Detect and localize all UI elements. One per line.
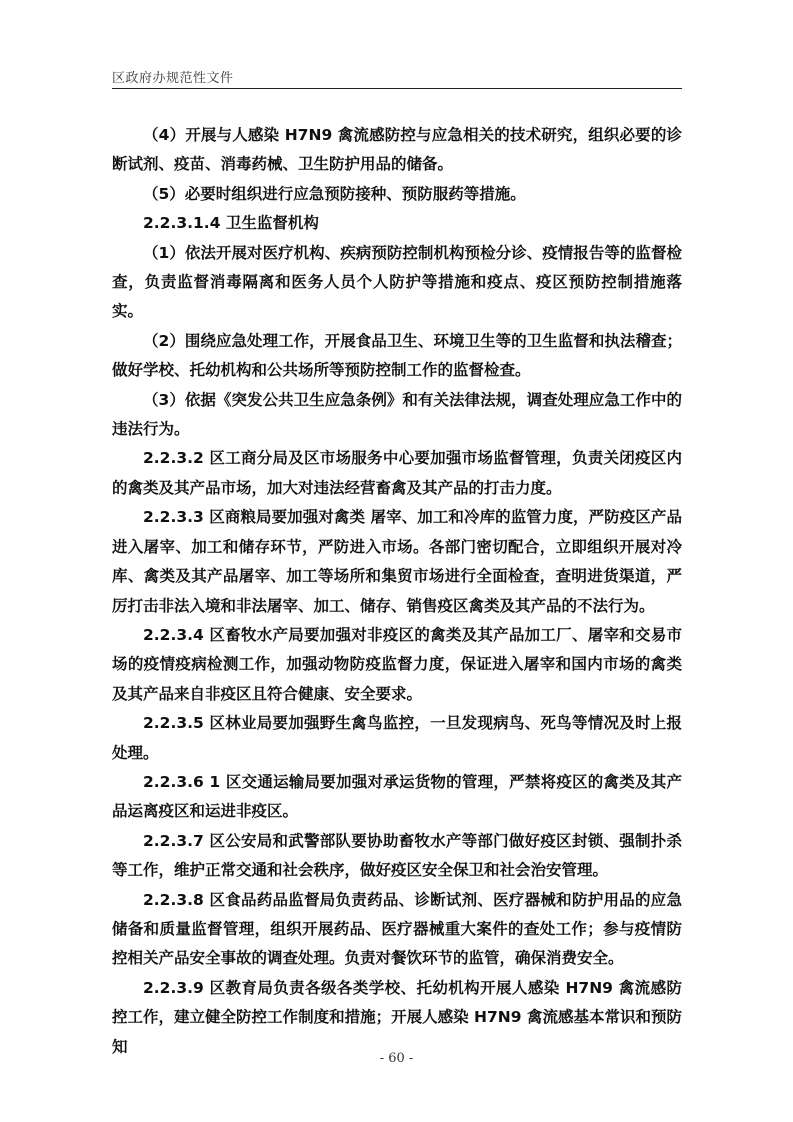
paragraph: 2.2.3.4 区畜牧水产局要加强对非疫区的禽类及其产品加工厂、屠宰和交易市场的疫情疫病检测工作，加强动物防疫监督力度，保证进入屠宰和国内市场的禽类及其产品来自非疫区且符合健康、安全要求。 <box>112 625 682 703</box>
paragraph: （1）依法开展对医疗机构、疾病预防控制机构预检分诊、疫情报告等的监督检查，负责监督消毒隔离和医务人员个人防护等措施和疫点、疫区预防控制措施落实。 <box>112 243 682 321</box>
paragraph: 2.2.3.5 区林业局要加强野生禽鸟监控，一旦发现病鸟、死鸟等情况及时上报处理。 <box>112 714 682 762</box>
paragraph: 2.2.3.3 区商粮局要加强对禽类 屠宰、加工和冷库的监管力度，严防疫区产品进入屠宰、加工和储存环节，严防进入市场。各部门密切配合，立即组织开展对冷库、禽类及其产品屠宰、加工等场所和集贸市场进行全面检查，查明进货渠道，严厉打击非法入境和非法屠宰、加工、储存、销售疫区禽类及其产品的不法行为。 <box>112 508 682 615</box>
header-divider <box>112 88 682 89</box>
paragraph: 2.2.3.2 区工商分局及区市场服务中心要加强市场监督管理，负责关闭疫区内的禽类及其产品市场，加大对违法经营畜禽及其产品的打击力度。 <box>112 449 682 497</box>
page-number: - 60 - <box>379 1051 414 1066</box>
paragraph: 2.2.3.8 区食品药品监督局负责药品、诊断试剂、医疗器械和防护用品的应急储备和质量监督管理，组织开展药品、医疗器械重大案件的查处工作；参与疫情防控相关产品安全事故的调查处理。负责对餐饮环节的监管，确保消费安全。 <box>112 890 682 968</box>
paragraph: （4）开展与人感染 H7N9 禽流感防控与应急相关的技术研究，组织必要的诊断试剂、疫苗、消毒药械、卫生防护用品的储备。 <box>112 126 682 174</box>
paragraph: 2.2.3.7 区公安局和武警部队要协助畜牧水产等部门做好疫区封锁、强制扑杀等工作，维护正常交通和社会秩序，做好疫区安全保卫和社会治安管理。 <box>112 831 682 880</box>
paragraph: （5）必要时组织进行应急预防接种、预防服药等措施。 <box>143 184 526 203</box>
section-heading: 2.2.3.1.4 卫生监督机构 <box>143 214 319 233</box>
paragraph: 2.2.3.9 区教育局负责各级各类学校、托幼机构开展人感染 H7N9 禽流感防控工作，建立健全防控工作制度和措施；开展人感染 H7N9 禽流感基本常识和预防知 <box>112 978 682 1056</box>
paragraph: （2）围绕应急处理工作，开展食品卫生、环境卫生等的卫生监督和执法稽查；做好学校、托幼机构和公共场所等预防控制工作的监督检查。 <box>112 331 682 380</box>
running-header: 区政府办规范性文件 <box>112 71 234 86</box>
paragraph: （3）依据《突发公共卫生应急条例》和有关法律法规，调查处理应急工作中的违法行为。 <box>112 390 682 439</box>
body-text <box>112 121 682 1062</box>
paragraph: 2.2.3.6 1 区交通运输局要加强对承运货物的管理，严禁将疫区的禽类及其产品运离疫区和运进非疫区。 <box>112 772 682 821</box>
